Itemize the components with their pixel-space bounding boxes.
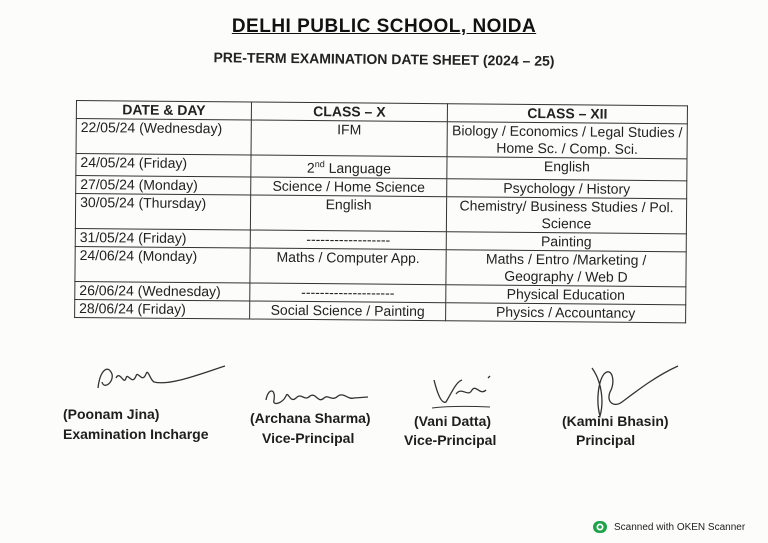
date-cell: 31/05/24 (Friday) — [75, 228, 250, 248]
class-x-cell: Social Science / Painting — [250, 301, 446, 321]
class-x-cell — [251, 155, 447, 178]
column-header-class-x: CLASS – X — [251, 102, 447, 122]
date-sheet-table — [74, 100, 688, 323]
class-x-cell: -------------------- — [250, 283, 446, 303]
signatory-role: Vice-Principal — [262, 430, 355, 446]
signature-vani-datta — [428, 372, 498, 412]
signatory-name: (Poonam Jina) — [63, 406, 160, 422]
date-cell: 26/06/24 (Wednesday) — [75, 281, 250, 301]
class-x-cell: ------------------ — [250, 230, 446, 250]
class-xii-cell: Painting — [446, 231, 686, 251]
date-cell: 30/05/24 (Thursday) — [75, 193, 250, 230]
school-title: DELHI PUBLIC SCHOOL, NOIDA — [231, 16, 537, 37]
class-x-cell: Maths / Computer App. — [250, 248, 446, 285]
table-row — [75, 246, 686, 286]
signatory-role: Principal — [576, 432, 636, 448]
language-label: Language — [324, 159, 391, 177]
class-xii-cell: Physical Education — [446, 284, 686, 304]
signatory-name: (Kamini Bhasin) — [562, 413, 669, 429]
class-xii-cell: Biology / Economics / Legal Studies / Home Sc. / Comp. Sci. — [447, 122, 687, 159]
ordinal-suffix: nd — [314, 159, 325, 170]
column-header-class-xii: CLASS – XII — [447, 104, 687, 124]
date-cell: 22/05/24 (Wednesday) — [76, 119, 251, 156]
scanner-text: Scanned with OKEN Scanner — [614, 521, 746, 533]
signatory-name: (Archana Sharma) — [250, 410, 371, 426]
class-x-cell: IFM — [251, 120, 447, 157]
class-xii-cell: Physics / Accountancy — [446, 302, 686, 322]
class-xii-cell: Chemistry/ Business Studies / Pol. Science — [446, 196, 686, 233]
table-row — [75, 193, 686, 233]
date-cell: 28/06/24 (Friday) — [75, 299, 250, 319]
signatory-role: Examination Incharge — [63, 426, 209, 442]
scanner-logo-icon — [592, 519, 608, 535]
signature-poonam-jina — [90, 360, 230, 405]
date-cell: 24/06/24 (Monday) — [75, 246, 250, 283]
signature-archana-sharma — [262, 382, 372, 410]
signatory-role: Vice-Principal — [404, 432, 497, 448]
date-cell: 24/05/24 (Friday) — [76, 154, 251, 177]
exam-subtitle: PRE-TERM EXAMINATION DATE SHEET (2024 – 25) — [213, 49, 555, 69]
class-x-cell: English — [250, 195, 446, 232]
scanner-watermark — [592, 519, 745, 535]
class-xii-cell: Psychology / History — [447, 178, 687, 198]
class-xii-cell: English — [447, 157, 687, 181]
signatory-name: (Vani Datta) — [414, 413, 492, 429]
class-x-cell: Science / Home Science — [251, 177, 447, 197]
date-cell: 27/05/24 (Monday) — [76, 175, 251, 195]
class-xii-cell: Maths / Entro /Marketing / Geography / Web D — [446, 249, 686, 286]
ordinal-number: 2 — [306, 159, 315, 176]
column-header-date: DATE & DAY — [76, 101, 251, 121]
table-row — [76, 119, 687, 159]
